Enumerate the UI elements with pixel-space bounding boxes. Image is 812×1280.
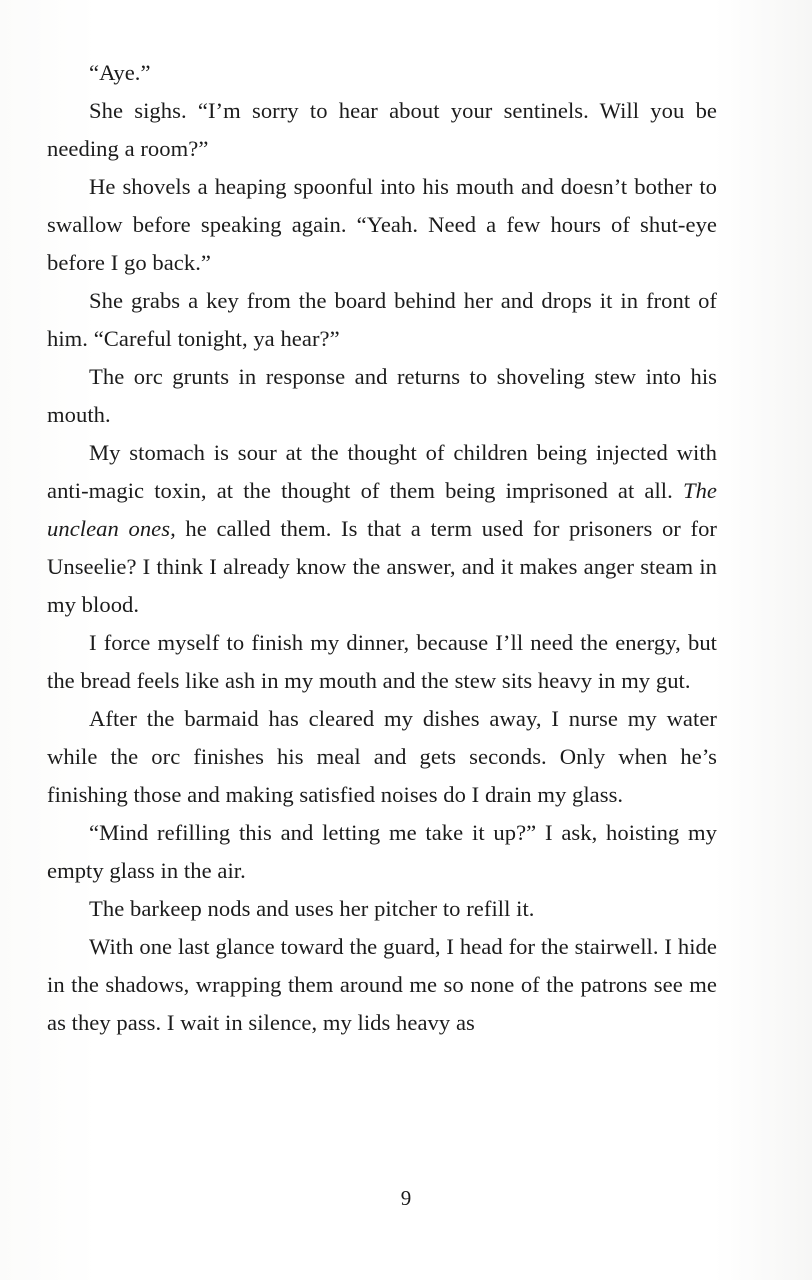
paragraph: After the barmaid has cleared my dishes away, I nurse my water while the orc finishes his meal and gets seconds. Only when he’s finishing those and making satisfied noises do I drain my glass.: [47, 706, 717, 807]
paragraph: With one last glance toward the guard, I head for the stairwell. I hide in the shadows, wrapping them around me so none of the patrons see me as they pass. I wait in silence, my lids heavy as: [47, 934, 717, 1035]
page-number: 9: [400, 1186, 412, 1210]
paragraph: He shovels a heaping spoonful into his mouth and doesn’t bother to swallow before speaking again. “Yeah. Need a few hours of shut-eye before I go back.”: [47, 174, 717, 275]
paragraph: The orc grunts in response and returns to shoveling stew into his mouth.: [47, 364, 717, 427]
paragraph: The barkeep nods and uses her pitcher to refill it.: [89, 896, 535, 921]
italic-phrase: The unclean ones,: [47, 478, 717, 541]
paragraph-text: My stomach is sour at the thought of children being injected with anti-magic toxin, at the thought of them being imprisoned at all.: [47, 440, 717, 503]
paragraph-text: he called them. Is that a term used for prisoners or for Unseelie? I think I already know the answer, and it makes anger steam in my blood.: [47, 516, 717, 617]
paragraph: She grabs a key from the board behind her and drops it in front of him. “Careful tonight, ya hear?”: [47, 288, 717, 351]
paragraph: “Mind refilling this and letting me take it up?” I ask, hoisting my empty glass in the air.: [47, 820, 717, 883]
paragraph: I force myself to finish my dinner, because I’ll need the energy, but the bread feels like ash in my mouth and the stew sits heavy in my gut.: [47, 630, 717, 693]
paragraph: “Aye.”: [89, 60, 151, 85]
paragraph: [47, 434, 717, 624]
paragraph: She sighs. “I’m sorry to hear about your sentinels. Will you be needing a room?”: [47, 98, 717, 161]
body-text: [47, 54, 717, 1042]
